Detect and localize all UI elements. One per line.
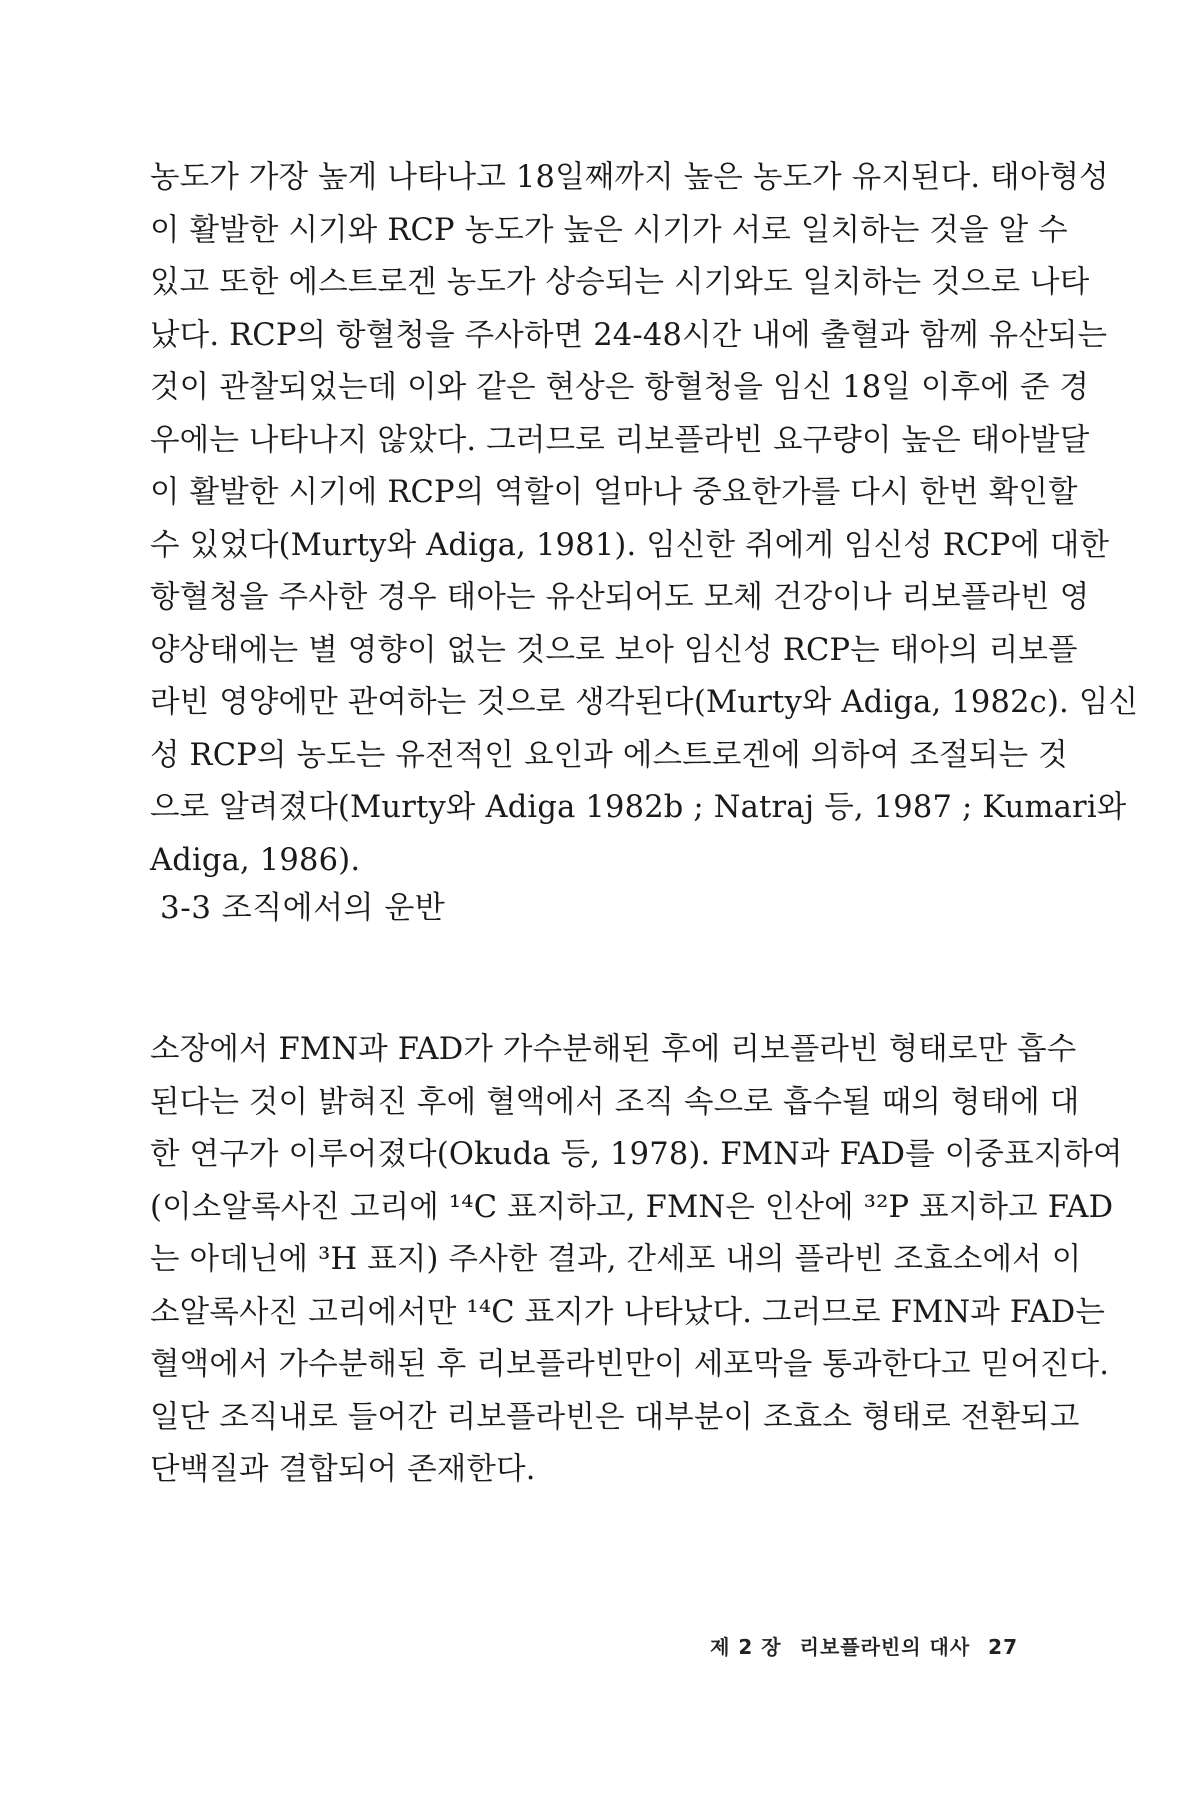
text-line: 성 RCP의 농도는 유전적인 요인과 에스트로겐에 의하여 조절되는 것	[150, 737, 1068, 773]
chapter-label: 제 2 장	[710, 1635, 782, 1659]
text-line: 일단 조직내로 들어간 리보플라빈은 대부분이 조효소 형태로 전환되고	[150, 1399, 1080, 1435]
text-line: 있고 또한 에스트로겐 농도가 상승되는 시기와도 일치하는 것으로 나타	[150, 265, 1090, 300]
text-line: Adiga, 1986).	[150, 842, 361, 878]
text-line: 단백질과 결합되어 존재한다.	[150, 1452, 536, 1487]
text-line: 라빈 영양에만 관여하는 것으로 생각된다(Murty와 Adiga, 1982c). 임신	[150, 685, 1139, 720]
text-line: 항혈청을 주사한 경우 태아는 유산되어도 모체 건강이나 리보플라빈 영	[150, 580, 1090, 615]
text-line: 났다. RCP의 항혈청을 주사하면 24-48시간 내에 출혈과 함께 유산되는	[150, 317, 1108, 353]
text-line: 된다는 것이 밝혀진 후에 혈액에서 조직 속으로 흡수될 때의 형태에 대	[150, 1084, 1080, 1120]
paragraph-2	[150, 1024, 1123, 1497]
page-footer	[710, 1631, 1018, 1660]
text-line: 으로 알려졌다(Murty와 Adiga 1982b ; Natraj 등, 1987 ; Kumari와	[150, 790, 1127, 825]
text-line: 이 활발한 시기와 RCP 농도가 높은 시기가 서로 일치하는 것을 알 수	[150, 212, 1068, 248]
text-line: 수 있었다(Murty와 Adiga, 1981). 임신한 쥐에게 임신성 RCP에 대한	[150, 527, 1110, 563]
text-line: 소장에서 FMN과 FAD가 가수분해된 후에 리보플라빈 형태로만 흡수	[150, 1032, 1077, 1067]
text-line: 양상태에는 별 영향이 없는 것으로 보아 임신성 RCP는 태아의 리보플	[150, 632, 1078, 668]
section-heading: 3-3 조직에서의 운반	[160, 890, 446, 926]
text-line: 이 활발한 시기에 RCP의 역할이 얼마나 중요한가를 다시 한번 확인할	[150, 475, 1078, 510]
text-line: 소알록사진 고리에서만 ¹⁴C 표지가 나타났다. 그러므로 FMN과 FAD는	[150, 1294, 1106, 1330]
text-line: (이소알록사진 고리에 ¹⁴C 표지하고, FMN은 인산에 ³²P 표지하고 FAD	[150, 1189, 1114, 1225]
chapter-title: 리보플라빈의 대사	[799, 1635, 971, 1659]
text-line: 혈액에서 가수분해된 후 리보플라빈만이 세포막을 통과한다고 믿어진다.	[150, 1347, 1110, 1382]
paragraph-1	[150, 152, 1139, 887]
text-line: 농도가 가장 높게 나타나고 18일째까지 높은 농도가 유지된다. 태아형성	[150, 160, 1109, 195]
text-line: 우에는 나타나지 않았다. 그러므로 리보플라빈 요구량이 높은 태아발달	[150, 422, 1090, 458]
text-line: 것이 관찰되었는데 이와 같은 현상은 항혈청을 임신 18일 이후에 준 경	[150, 370, 1090, 405]
text-line: 는 아데닌에 ³H 표지) 주사한 결과, 간세포 내의 플라빈 조효소에서 이	[150, 1242, 1082, 1277]
page-number: 27	[988, 1635, 1018, 1659]
text-line: 한 연구가 이루어졌다(Okuda 등, 1978). FMN과 FAD를 이중표지하여	[150, 1137, 1123, 1172]
